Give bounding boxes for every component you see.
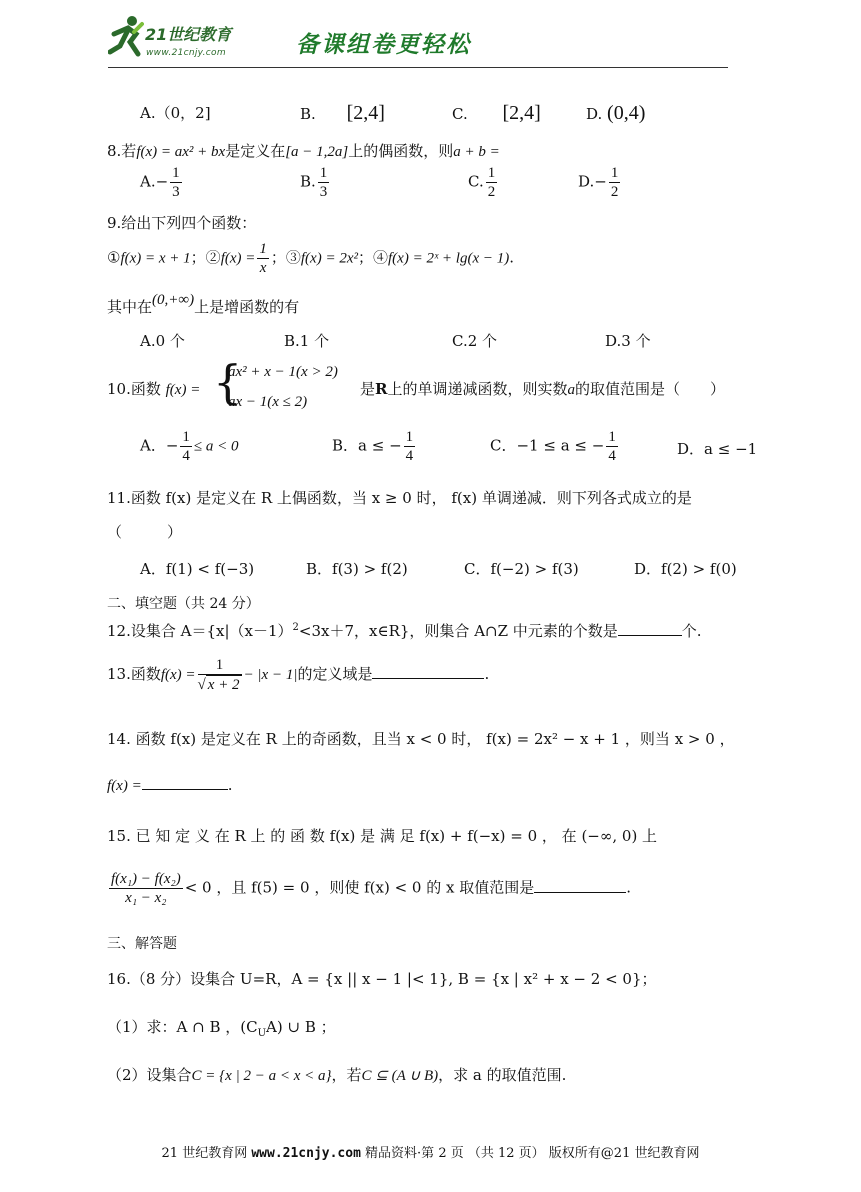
q8-stem-pre: 8.若	[107, 142, 137, 160]
q16-part2-pre: （2）设集合	[107, 1066, 192, 1084]
q10-option-c	[490, 428, 620, 465]
q8-option-b-label: B.	[300, 172, 316, 191]
q10-b-pre: B．a ≤ −	[332, 436, 402, 455]
q10-stem-post	[360, 378, 725, 399]
runner-logo-icon	[108, 14, 144, 64]
q16-part1-sub: U	[257, 1028, 267, 1039]
q10-case1: ax² + x − 1(x > 2)	[228, 364, 338, 380]
logo-url: www.21cnjy.com	[146, 48, 226, 58]
q12-pre: 12.设集合 A＝{x|（x－1）	[107, 622, 293, 640]
q16-part2-c: C = {x | 2 − a < x < a}	[191, 1068, 332, 1084]
q12-unit: 个.	[681, 622, 702, 640]
q8-a-num: 1	[172, 165, 180, 181]
q11-option-b: B．f(3) > f(2)	[306, 560, 408, 578]
q16-part2	[107, 1064, 566, 1085]
q15-mid: < 0 ，且 f(5) = 0 ，则使 f(x) < 0 的 x 取值范围是	[184, 878, 535, 897]
q7-option-b-value: [2,4]	[346, 102, 385, 124]
q9-cond-post: 上是增函数的有	[194, 298, 300, 316]
q9-f1: f(x) = x + 1	[120, 250, 191, 267]
q10-post-1: 是	[360, 380, 376, 398]
q10-b-num: 1	[405, 429, 414, 445]
q12-post: <3x＋7，x∈R}，则集合 A∩Z 中元素的个数是	[298, 622, 618, 640]
q15-den: x₁ − x₂	[125, 890, 167, 906]
q16-part1-text: （1）求：A ∩ B ，(C	[107, 1018, 258, 1036]
q16-part1-post: A) ∪ B ；	[266, 1018, 336, 1036]
q9-end: .	[509, 248, 515, 267]
q14-line2	[107, 775, 232, 795]
q9-f2-den: x	[259, 260, 267, 276]
q9-f4-marker: ；④	[357, 248, 388, 267]
q9-option-c: C.2 个	[452, 332, 498, 350]
q9-functions	[107, 240, 514, 277]
header-logo	[108, 8, 728, 68]
q13-num: 1	[198, 656, 242, 675]
q9-f4: f(x) = 2ˣ + lg(x − 1)	[388, 250, 510, 267]
q7-option-c-label: C.	[452, 105, 468, 123]
q11-option-d: D．f(2) > f(0)	[634, 560, 737, 578]
q7-option-d-label: D.	[586, 105, 603, 123]
q8-d-den: 2	[610, 184, 619, 200]
q10-fx: f(x) =	[165, 382, 201, 398]
q10-option-a	[140, 428, 239, 465]
q10-stem-pre-text: 10.函数	[107, 380, 161, 398]
q13-den: x + 2	[207, 677, 240, 693]
q8-option-d	[578, 164, 622, 201]
q16-part2-post: ，求 a 的取值范围.	[438, 1066, 567, 1084]
q8-stem-post: 上的偶函数，则	[348, 142, 454, 160]
q8-stem	[107, 140, 500, 161]
q9-f3: f(x) = 2x²	[300, 250, 358, 267]
q11-paren: （ ）	[107, 523, 183, 541]
q10-var-a: a	[567, 382, 575, 398]
q13-mid: − |x − 1|	[243, 667, 298, 683]
q11-option-a: A．f(1) < f(−3)	[140, 560, 255, 578]
q8-func: f(x) = ax² + bx	[136, 144, 226, 160]
q9-option-b: B.1 个	[284, 332, 330, 350]
q8-option-a	[140, 164, 184, 201]
q8-stem-mid: 是定义在	[225, 142, 286, 160]
q10-c-den: 4	[608, 448, 616, 464]
q11-stem: 11.函数 f(x) 是定义在 R 上偶函数，当 x ≥ 0 时， f(x) 单调递减．则下列各式成立的是	[107, 489, 692, 507]
q10-post-2: 上的单调递减函数，则实数	[387, 380, 568, 398]
q10-a-post: ≤ a < 0	[193, 438, 239, 455]
logo-text: 21世纪教育	[145, 25, 232, 44]
q10-post-3: 的取值范围是（ ）	[575, 380, 726, 398]
q14-end: .	[227, 776, 233, 794]
q12	[107, 620, 702, 641]
footer-pre: 21 世纪教育网	[161, 1146, 252, 1161]
q13-fx: f(x) =	[160, 667, 196, 683]
q13-end: .	[484, 665, 490, 683]
q16-part2-mid: ，若	[331, 1066, 362, 1084]
q10-b-den: 4	[405, 448, 414, 464]
q13-blank	[372, 664, 484, 679]
q12-sup: 2	[292, 622, 299, 633]
q10-a-pre: A．−	[140, 436, 179, 455]
q9-f2-marker: ；②	[190, 248, 221, 267]
q10-option-b	[332, 428, 417, 465]
q9-f1-marker: ①	[107, 248, 121, 267]
q15-line1: 15. 已 知 定 义 在 R 上 的 函 数 f(x) 是 满 足 f(x) + f(−x) = 0 ， 在 (−∞, 0) 上	[107, 827, 658, 845]
q9-stem: 9.给出下列四个函数：	[107, 214, 257, 232]
q12-blank	[618, 621, 682, 636]
q8-b-den: 3	[319, 184, 328, 200]
q7-option-a: A.（0，2]	[140, 104, 211, 122]
q8-b-num: 1	[319, 165, 328, 181]
q8-d-num: 1	[610, 165, 619, 181]
q8-option-c-label: C.	[468, 172, 484, 191]
q16-line1: 16.（8 分）设集合 U=R，A = {x || x − 1 |< 1}, B = {x | x² + x − 2 < 0}；	[107, 970, 657, 988]
q9-f2-num: 1	[259, 241, 267, 257]
q10-case2: ax − 1(x ≤ 2)	[228, 394, 308, 410]
q14-line1: 14. 函数 f(x) 是定义在 R 上的奇函数，且当 x < 0 时， f(x) = 2x² − x + 1 ，则当 x > 0 ，	[107, 730, 735, 748]
q8-a-den: 3	[172, 184, 180, 200]
q7-option-c-value: [2,4]	[502, 102, 541, 124]
q8-option-d-label: D.−	[578, 172, 607, 191]
q16-part2-cond: C ⊆ (A ∪ B)	[361, 1068, 439, 1084]
footer-post: 精品资料·第 2 页 （共 12 页） 版权所有@21 世纪教育网	[360, 1146, 700, 1161]
q9-option-d: D.3 个	[605, 332, 651, 350]
q14-fx: f(x) =	[107, 778, 142, 794]
q7-option-c	[452, 102, 541, 125]
q7-option-b	[300, 102, 385, 125]
q9-condition	[107, 292, 300, 317]
q9-cond-pre: 其中在	[107, 298, 153, 316]
footer-url: www.21cnjy.com	[251, 1146, 361, 1161]
q9-f3-marker: ；③	[270, 248, 301, 267]
q16-part1	[107, 1016, 336, 1039]
q10-a-num: 1	[182, 429, 190, 445]
q8-expr: a + b =	[453, 144, 500, 160]
q10-bold-r: R	[375, 380, 388, 398]
header-slogan: 备课组卷更轻松	[296, 32, 471, 58]
q13: 13.函数f(x) = $\frac{1}{√ x + 2}$ − |x − 1|的定义域是 .	[107, 657, 490, 693]
q10-c-pre: C．−1 ≤ a ≤ −	[490, 436, 605, 455]
q11-option-c: C．f(−2) > f(3)	[464, 560, 579, 578]
q14-blank	[142, 775, 228, 790]
q10-brace: {	[213, 355, 243, 409]
q15-end: .	[626, 878, 631, 897]
q9-cond-interval: (0,+∞)	[152, 292, 195, 308]
q15-blank	[534, 878, 626, 893]
q8-c-den: 2	[487, 184, 496, 200]
q10-stem-pre	[107, 378, 200, 399]
page-footer	[0, 1142, 861, 1161]
q10-a-den: 4	[182, 448, 190, 464]
q8-option-a-label: A.−	[140, 172, 169, 191]
header-divider	[108, 67, 728, 68]
q7-option-d	[586, 102, 645, 125]
q13-pre: 13.函数	[107, 665, 161, 683]
q8-option-b	[300, 164, 331, 201]
q13-post: 的定义域是	[297, 665, 373, 683]
q7-option-b-label: B.	[300, 105, 316, 123]
q7-option-d-value: (0,4)	[607, 102, 646, 124]
q10-c-num: 1	[608, 429, 616, 445]
q9-f2-pre: f(x) =	[220, 250, 256, 267]
q9-option-a: A.0 个	[140, 332, 185, 350]
q15-line2	[107, 870, 631, 907]
q8-c-num: 1	[487, 165, 496, 181]
section3-heading: 三、解答题	[107, 936, 177, 952]
q15-num: f(x₁) − f(x₂)	[111, 871, 181, 887]
q8-interval: [a − 1,2a]	[285, 144, 349, 160]
q10-option-d: D．a ≤ −1	[677, 440, 758, 458]
section2-heading: 二、填空题（共 24 分）	[107, 596, 260, 612]
q8-option-c	[468, 164, 499, 201]
